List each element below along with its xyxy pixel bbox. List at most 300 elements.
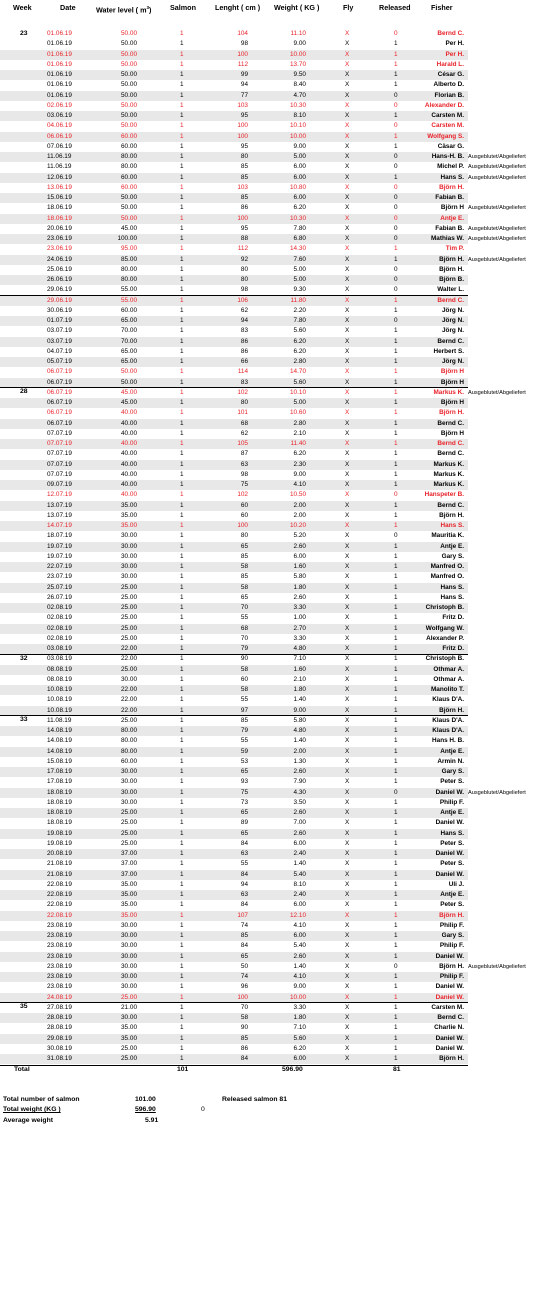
rel-cell: 1: [394, 501, 398, 509]
water-cell: 70.00: [121, 337, 137, 345]
rel-cell: 1: [394, 973, 398, 980]
fly-cell: X: [345, 962, 350, 970]
catch-row: [0, 480, 468, 490]
date-cell: 01.07.19: [47, 317, 72, 324]
water-cell: 55.00: [121, 296, 137, 304]
fly-cell: X: [345, 819, 350, 827]
rel-cell: 1: [394, 450, 398, 458]
catch-row: [0, 531, 468, 541]
wt-cell: 5.80: [293, 716, 306, 724]
catch-row: [0, 214, 468, 224]
fly-cell: X: [345, 563, 350, 570]
wt-cell: 6.00: [293, 1055, 306, 1062]
wt-cell: 2.00: [293, 511, 306, 519]
rel-cell: 1: [394, 747, 398, 755]
water-cell: 22.00: [121, 686, 137, 693]
fly-cell: X: [345, 747, 350, 755]
rel-cell: 1: [394, 173, 398, 181]
water-cell: 40.00: [121, 419, 137, 427]
catch-row: [0, 870, 468, 880]
salmon-cell: 1: [180, 50, 184, 58]
catch-row: [0, 316, 468, 326]
fish-cell: Antje E.: [440, 809, 464, 816]
water-cell: 30.00: [121, 788, 137, 796]
fish-cell: Philip F.: [439, 921, 464, 929]
len-cell: 62: [240, 429, 248, 437]
salmon-cell: 1: [180, 911, 184, 919]
rel-cell: 1: [394, 757, 398, 765]
len-cell: 75: [240, 788, 248, 796]
catch-row: [0, 296, 468, 306]
fly-cell: X: [345, 839, 350, 847]
wt-cell: 5.40: [293, 942, 306, 950]
catch-row: [0, 490, 468, 500]
fly-cell: X: [345, 542, 350, 550]
fly-cell: X: [345, 183, 350, 191]
fish-cell: Peter S.: [440, 901, 464, 909]
water-cell: 80.00: [121, 265, 137, 273]
fly-cell: X: [345, 276, 350, 283]
wt-cell: 14.70: [290, 368, 306, 376]
catch-row: [0, 203, 468, 213]
fish-cell: Alexander P.: [426, 634, 464, 642]
rel-cell: 1: [394, 1044, 398, 1052]
len-cell: 58: [240, 583, 248, 591]
wt-cell: 1.40: [293, 860, 306, 868]
total-weight: 596.90: [282, 1066, 303, 1074]
date-cell: 01.06.19: [47, 60, 72, 68]
len-cell: 60: [240, 675, 248, 683]
water-cell: 25.00: [121, 839, 137, 847]
date-cell: 26.07.19: [47, 593, 72, 601]
wt-cell: 4.80: [293, 727, 306, 734]
rel-cell: 1: [394, 921, 398, 929]
water-cell: 40.00: [121, 409, 137, 417]
len-cell: 55: [240, 860, 248, 868]
len-cell: 85: [240, 552, 248, 560]
fly-cell: X: [345, 768, 350, 775]
rel-cell: 1: [394, 511, 398, 519]
water-cell: 37.00: [121, 860, 137, 868]
len-cell: 93: [240, 778, 248, 786]
fish-cell: Walter L.: [437, 286, 464, 294]
fly-cell: X: [345, 112, 350, 119]
fly-header: Fly: [343, 3, 354, 12]
len-cell: 106: [237, 296, 248, 304]
rel-cell: 1: [394, 132, 398, 140]
wt-cell: 7.10: [293, 655, 306, 663]
fly-cell: X: [345, 491, 350, 499]
salmon-cell: 1: [180, 194, 184, 201]
salmon-cell: 1: [180, 91, 184, 99]
catch-row: [0, 224, 468, 234]
rel-cell: 1: [394, 1014, 398, 1021]
wt-cell: 6.00: [293, 163, 306, 171]
salmon-header: Salmon: [170, 3, 196, 12]
catch-row: [0, 993, 468, 1003]
len-cell: 103: [237, 183, 248, 191]
water-cell: 25.00: [121, 583, 137, 591]
wt-cell: 10.50: [290, 491, 306, 499]
fish-cell: Gary S.: [441, 932, 464, 939]
len-cell: 63: [240, 891, 248, 898]
rel-cell: 1: [394, 932, 398, 939]
catch-row: [0, 644, 468, 654]
len-cell: 50: [240, 962, 248, 970]
wt-cell: 14.30: [290, 245, 306, 253]
wt-cell: 5.80: [293, 573, 306, 581]
water-cell: 65.00: [121, 347, 137, 355]
catch-row: [0, 357, 468, 367]
rel-cell: 1: [394, 1024, 398, 1032]
fish-cell: Jörg N.: [441, 306, 464, 314]
water-cell: 30.00: [121, 921, 137, 929]
water-cell: 35.00: [121, 891, 137, 898]
salmon-cell: 1: [180, 265, 184, 273]
catch-row: [0, 29, 468, 39]
water-cell: 25.00: [121, 665, 137, 673]
salmon-cell: 1: [180, 235, 184, 242]
fly-cell: X: [345, 71, 350, 78]
water-cell: 60.00: [121, 183, 137, 191]
salmon-cell: 1: [180, 337, 184, 345]
catch-row: [0, 70, 468, 80]
date-cell: 13.07.19: [47, 511, 72, 519]
water-cell: 60.00: [121, 142, 137, 150]
wt-cell: 5.40: [293, 870, 306, 878]
wt-cell: 10.80: [290, 183, 306, 191]
fly-cell: X: [345, 358, 350, 365]
wt-cell: 9.00: [293, 40, 306, 48]
rel-cell: 1: [394, 358, 398, 365]
rel-cell: 1: [394, 71, 398, 78]
water-cell: 50.00: [121, 214, 137, 222]
len-cell: 102: [237, 491, 248, 499]
water-cell: 65.00: [121, 358, 137, 365]
rel-cell: 1: [394, 870, 398, 878]
catch-row: [0, 183, 468, 193]
fly-cell: X: [345, 399, 350, 406]
catch-row: [0, 849, 468, 859]
date-cell: 01.06.19: [47, 91, 72, 99]
fish-cell: Björn H: [440, 429, 464, 437]
fish-cell: Per H.: [445, 50, 464, 58]
salmon-cell: 1: [180, 798, 184, 806]
salmon-cell: 1: [180, 368, 184, 376]
week-number: 23: [20, 29, 28, 37]
salmon-cell: 1: [180, 317, 184, 324]
wt-cell: 9.00: [293, 142, 306, 150]
len-cell: 70: [240, 1003, 248, 1011]
date-cell: 04.06.19: [47, 122, 72, 130]
catch-row: [0, 736, 468, 746]
catch-row: [0, 1054, 468, 1064]
date-cell: 07.07.19: [47, 429, 72, 437]
date-cell: 27.08.19: [47, 1003, 72, 1011]
fly-cell: X: [345, 450, 350, 458]
date-cell: 18.08.19: [47, 788, 72, 796]
fly-cell: X: [345, 921, 350, 929]
rel-cell: 1: [394, 911, 398, 919]
catch-row: [0, 439, 468, 449]
rel-cell: 0: [394, 788, 398, 796]
fish-cell: Cäsar G.: [437, 142, 464, 150]
fish-cell: Christoph B.: [425, 655, 464, 663]
catch-row: [0, 91, 468, 101]
water-cell: 30.00: [121, 952, 137, 960]
fish-cell: Daniel W.: [435, 819, 464, 827]
water-cell: 30.00: [121, 983, 137, 991]
fish-cell: Björn H: [440, 399, 464, 406]
salmon-cell: 1: [180, 757, 184, 765]
salmon-cell: 1: [180, 563, 184, 570]
salmon-cell: 1: [180, 870, 184, 878]
fly-cell: X: [345, 142, 350, 150]
water-cell: 22.00: [121, 706, 137, 714]
wt-cell: 2.60: [293, 593, 306, 601]
wt-cell: 1.30: [293, 757, 306, 765]
salmon-cell: 1: [180, 1034, 184, 1042]
fish-cell: César G.: [437, 71, 464, 78]
wt-cell: 5.00: [293, 265, 306, 273]
rel-cell: 1: [394, 737, 398, 745]
wt-cell: 5.20: [293, 532, 306, 540]
fly-cell: X: [345, 737, 350, 745]
catch-row: [0, 275, 468, 285]
rel-cell: 1: [394, 624, 398, 632]
date-cell: 11.06.19: [47, 153, 72, 160]
catch-row: [0, 798, 468, 808]
wt-cell: 2.40: [293, 891, 306, 898]
salmon-cell: 1: [180, 276, 184, 283]
rel-cell: 0: [394, 286, 398, 294]
fish-cell: Mauritia K.: [431, 532, 464, 540]
fly-cell: X: [345, 932, 350, 939]
rel-cell: 0: [394, 532, 398, 540]
water-cell: 50.00: [121, 30, 137, 37]
fish-cell: Jörg N.: [441, 327, 464, 335]
fish-cell: Peter S.: [440, 860, 464, 868]
fish-cell: Markus K.: [433, 470, 464, 478]
fly-cell: X: [345, 1055, 350, 1062]
catch-row: [0, 1044, 468, 1054]
water-cell: 35.00: [121, 511, 137, 519]
rel-cell: 1: [394, 306, 398, 314]
date-cell: 05.07.19: [47, 358, 72, 365]
water-cell: 65.00: [121, 317, 137, 324]
water-cell: 25.00: [121, 634, 137, 642]
water-cell: 25.00: [121, 624, 137, 632]
total-weight-value: 596.90: [135, 1106, 156, 1114]
len-cell: 74: [240, 921, 248, 929]
fly-cell: X: [345, 727, 350, 734]
weight-header: Weight ( KG ): [274, 3, 320, 12]
len-cell: 86: [240, 337, 248, 345]
date-cell: 02.08.19: [47, 624, 72, 632]
catch-row: [0, 654, 468, 664]
water-level-header: Water level ( $m^3$): [96, 5, 152, 15]
wt-cell: 6.00: [293, 839, 306, 847]
date-cell: 08.08.19: [47, 675, 72, 683]
len-cell: 77: [240, 91, 248, 99]
rel-cell: 1: [394, 850, 398, 857]
salmon-cell: 1: [180, 706, 184, 714]
date-cell: 14.08.19: [47, 727, 72, 734]
len-cell: 112: [237, 60, 248, 68]
catch-row: [0, 859, 468, 869]
fly-cell: X: [345, 501, 350, 509]
date-cell: 06.07.19: [47, 378, 72, 386]
fly-cell: X: [345, 409, 350, 417]
fish-cell: Philip F.: [439, 942, 464, 950]
water-cell: 40.00: [121, 450, 137, 458]
water-cell: 55.00: [121, 286, 137, 294]
fly-cell: X: [345, 583, 350, 591]
catch-row: [0, 880, 468, 890]
fish-cell: Fabian B.: [435, 224, 464, 232]
fly-cell: X: [345, 757, 350, 765]
catch-row: [0, 552, 468, 562]
total-salmon: 101: [177, 1066, 189, 1074]
salmon-cell: 1: [180, 583, 184, 591]
date-cell: 07.07.19: [47, 460, 72, 468]
date-cell: 22.08.19: [47, 911, 72, 919]
total-released: 81: [393, 1066, 401, 1074]
date-cell: 22.08.19: [47, 880, 72, 888]
wt-cell: 9.00: [293, 706, 306, 714]
catch-row: [0, 952, 468, 962]
salmon-cell: 1: [180, 819, 184, 827]
date-cell: 30.06.19: [47, 306, 72, 314]
week-number: 28: [20, 388, 28, 396]
len-cell: 86: [240, 204, 248, 212]
salmon-cell: 1: [180, 921, 184, 929]
water-cell: 80.00: [121, 276, 137, 283]
len-cell: 84: [240, 1055, 248, 1062]
len-cell: 84: [240, 870, 248, 878]
wt-cell: 6.20: [293, 337, 306, 345]
wt-cell: 5.00: [293, 153, 306, 160]
rel-cell: 1: [394, 819, 398, 827]
catch-row: [0, 429, 468, 439]
catch-row: [0, 101, 468, 111]
fly-cell: X: [345, 1044, 350, 1052]
fish-cell: Uli J.: [448, 880, 464, 888]
date-cell: 19.07.19: [47, 552, 72, 560]
len-cell: 60: [240, 511, 248, 519]
fish-cell: Carsten M.: [431, 1003, 464, 1011]
date-cell: 15.08.19: [47, 757, 72, 765]
len-cell: 58: [240, 686, 248, 693]
catch-row: [0, 972, 468, 982]
water-cell: 50.00: [121, 60, 137, 68]
water-cell: 50.00: [121, 112, 137, 119]
fish-cell: Alberto D.: [433, 81, 464, 89]
wt-cell: 6.20: [293, 347, 306, 355]
wt-cell: 1.80: [293, 1014, 306, 1021]
catch-row: [0, 449, 468, 459]
fly-cell: X: [345, 604, 350, 611]
rel-cell: 1: [394, 563, 398, 570]
date-cell: 10.08.19: [47, 696, 72, 704]
fish-cell: Daniel W.: [435, 993, 464, 1001]
wt-cell: 4.10: [293, 973, 306, 980]
date-cell: 26.06.19: [47, 276, 72, 283]
salmon-cell: 1: [180, 573, 184, 581]
fisher-header: Fisher: [431, 3, 453, 12]
fly-cell: X: [345, 880, 350, 888]
len-cell: 100: [237, 214, 248, 222]
fly-cell: X: [345, 317, 350, 324]
fish-cell: Antje E.: [440, 747, 464, 755]
fish-cell: Björn H: [440, 378, 464, 386]
rel-cell: 1: [394, 727, 398, 734]
water-cell: 60.00: [121, 757, 137, 765]
rel-cell: 1: [394, 952, 398, 960]
water-cell: 40.00: [121, 481, 137, 488]
fish-cell: Mathias W.: [430, 235, 464, 242]
len-cell: 100: [237, 132, 248, 140]
wt-cell: 6.20: [293, 204, 306, 212]
catch-row: [0, 132, 468, 142]
rel-cell: 1: [394, 368, 398, 376]
wt-cell: 2.20: [293, 306, 306, 314]
salmon-cell: 1: [180, 860, 184, 868]
fly-cell: X: [345, 655, 350, 663]
len-cell: 65: [240, 593, 248, 601]
rel-cell: 0: [394, 153, 398, 160]
rel-cell: 0: [394, 183, 398, 191]
delivered-note: Ausgeblutet/Abgeliefert: [468, 154, 526, 160]
wt-cell: 1.80: [293, 583, 306, 591]
date-cell: 07.07.19: [47, 450, 72, 458]
salmon-cell: 1: [180, 809, 184, 816]
len-cell: 85: [240, 1034, 248, 1042]
fish-cell: Othmar A.: [433, 665, 464, 673]
salmon-cell: 1: [180, 306, 184, 314]
catch-row: [0, 911, 468, 921]
wt-cell: 7.60: [293, 255, 306, 263]
fish-cell: Daniel W.: [435, 952, 464, 960]
catch-row: [0, 982, 468, 992]
water-cell: 100.00: [117, 235, 137, 242]
fish-cell: Jörg N.: [441, 317, 464, 324]
fly-cell: X: [345, 255, 350, 263]
fish-cell: Markus K.: [433, 388, 464, 396]
date-cell: 23.08.19: [47, 952, 72, 960]
fish-cell: Björn H.: [439, 962, 464, 970]
wt-cell: 5.00: [293, 399, 306, 406]
fish-cell: Daniel W.: [435, 983, 464, 991]
salmon-cell: 1: [180, 481, 184, 488]
fish-cell: Markus K.: [433, 460, 464, 468]
fish-cell: Florian B.: [434, 91, 464, 99]
wt-cell: 4.80: [293, 645, 306, 652]
rel-cell: 1: [394, 604, 398, 611]
fly-cell: X: [345, 870, 350, 878]
water-cell: 30.00: [121, 962, 137, 970]
date-cell: 06.07.19: [47, 388, 72, 396]
fly-cell: X: [345, 470, 350, 478]
water-cell: 30.00: [121, 563, 137, 570]
water-cell: 80.00: [121, 747, 137, 755]
salmon-cell: 1: [180, 1055, 184, 1062]
catch-row: [0, 142, 468, 152]
len-cell: 53: [240, 757, 248, 765]
fly-cell: X: [345, 30, 350, 37]
catch-row: [0, 900, 468, 910]
catch-row: [0, 829, 468, 839]
